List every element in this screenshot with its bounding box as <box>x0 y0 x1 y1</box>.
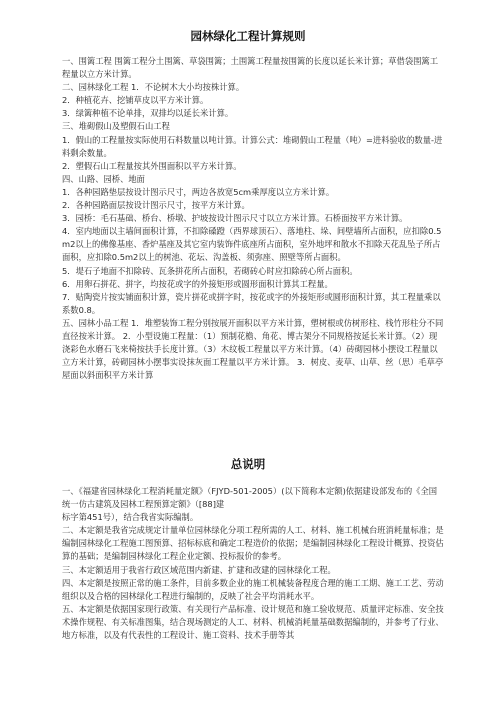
note-paragraph: 二、本定额是我省完成规定计量单位园林绿化分项工程所需的人工、材料、施工机械台班消耗量标准；是编制园林绿化工程施工图预算、招标标底和确定工程造价的依据；是编制园林绿化工程设计概算、投资估算的基础；是编制园林绿化工程企业定额、投标报价的参考。 <box>62 525 444 562</box>
paragraph: 7．贴陶瓷片按实铺面积计算，瓷片拼花或拼字时，按花或字的外接矩形或圆形面积计算，其工程量乘以系数0.8。 <box>62 291 441 315</box>
paragraph: 1．各种园路垫层按设计图示尺寸，两边各放宽5cm乘厚度以立方米计算。 <box>62 186 335 197</box>
notes-section <box>62 485 444 642</box>
paragraph: 3．绿篱种植不论单排，双排均以延长米计算。 <box>62 108 234 119</box>
note-paragraph: 五、本定额是依据国家现行政策、有关现行产品标准、设计规范和施工验收规范、质量评定标准、安全技术操作规程、有关标准图集，结合现场测定的人工、材料、机械消耗量基础数据编制的，并参考了行业、地方标准，以及有代表性的工程设计、施工资料、技术手册等其 <box>62 603 444 641</box>
paragraph: 一、围篱工程 围篱工程分土围篱、草袋围篱；土围篱工程量按围篱的长度以延长米计算；草借袋围篱工程量以立方米计算。 <box>62 56 439 80</box>
note-paragraph: 一、《福建省园林绿化工程消耗量定额》（FJYD-501-2005）(以下简称本定额)依据建设部发布的《全国统一仿古建筑及园林工程预算定额》（[88]建 <box>62 486 438 510</box>
paragraph: 2．种植花卉、挖铺草皮以平方米计算。 <box>62 95 209 106</box>
paragraph: 6．用卵石拼花、拼字，均按花或字的外接矩形或圆形面积计算其工程量。 <box>62 278 333 289</box>
note-paragraph: 标字第451号），结合我省实际编制。 <box>62 512 199 523</box>
paragraph: 1．假山的工程量按实际使用石料数量以吨计算。计算公式：堆砌假山工程量（吨）=进料验收的数量-进料剩余数量。 <box>62 134 443 158</box>
paragraph: 2．塑假石山工程量按其外围面积以平方米计算。 <box>62 160 242 171</box>
document-title: 园林绿化工程计算规则 <box>190 29 306 43</box>
note-paragraph: 四、本定额是按照正常的施工条件，目前多数企业的施工机械装备程度合理的施工工期、施工工艺、劳动组织以及合格的园林绿化工程进行编制的，反映了社会平均消耗水平。 <box>62 577 444 601</box>
paragraph: 四、山路、园桥、地面 <box>62 173 145 184</box>
paragraph: 4．室内地面以主墙间面积计算，不扣除磉蹬（西界球顶石）、落地柱、垛、间壁墙所占面积，应扣除0.5m2以上的佛像基座、香炉基座及其它室内装饰件底座所占面积，室外地坪和散水不扣除天花乱坠子所占面积，应扣除0.5m2以上的树池、花坛、沟盖板、须弥座、照壁等所占面积。 <box>62 226 442 263</box>
notes-title: 总说明 <box>230 457 266 471</box>
paragraph: 3．园桥：毛石基础、桥台、桥墩、护坡按设计图示尺寸以立方米计算。石桥面按平方米计算。 <box>62 213 408 224</box>
paragraph: 5．堤石子地面不扣除砖、瓦条拼花所占面积，若砌砖心时应扣除砖心所占面积。 <box>62 265 358 276</box>
paragraph: 五、园林小品工程 1．堆塑装饰工程分别按展开面积以平方米计算，塑树根或仿树形柱、栈竹形柱分不同直径按米计算。 2．小型设施工程量：（1）预制花檐、角花、博古架分不同规格按延长米计算。（2）现浇彩色水磨石飞来椅按扶手长度计算。（3）木纹板工程量以平方米计算。（4）砖砌园林小摆设工程量以立方米计算，砖砌园林小摆事实设抹灰面工程量以平方米计算。 3．树皮、麦草、山草、丝（思）毛草亭屋面以斜面积平方米计算 <box>62 317 444 381</box>
paragraph: 二、园林绿化工程 1．不论树木大小均按株计算。 <box>62 82 245 93</box>
rules-section <box>62 55 444 382</box>
paragraph: 三、堆砌假山及塑假石山工程 <box>62 121 170 132</box>
paragraph: 2．各种园路面层按设计图示尺寸，按平方米计算。 <box>62 200 250 211</box>
note-paragraph: 三、本定额适用于我省行政区域范围内新建、扩建和改建的园林绿化工程。 <box>62 564 336 575</box>
